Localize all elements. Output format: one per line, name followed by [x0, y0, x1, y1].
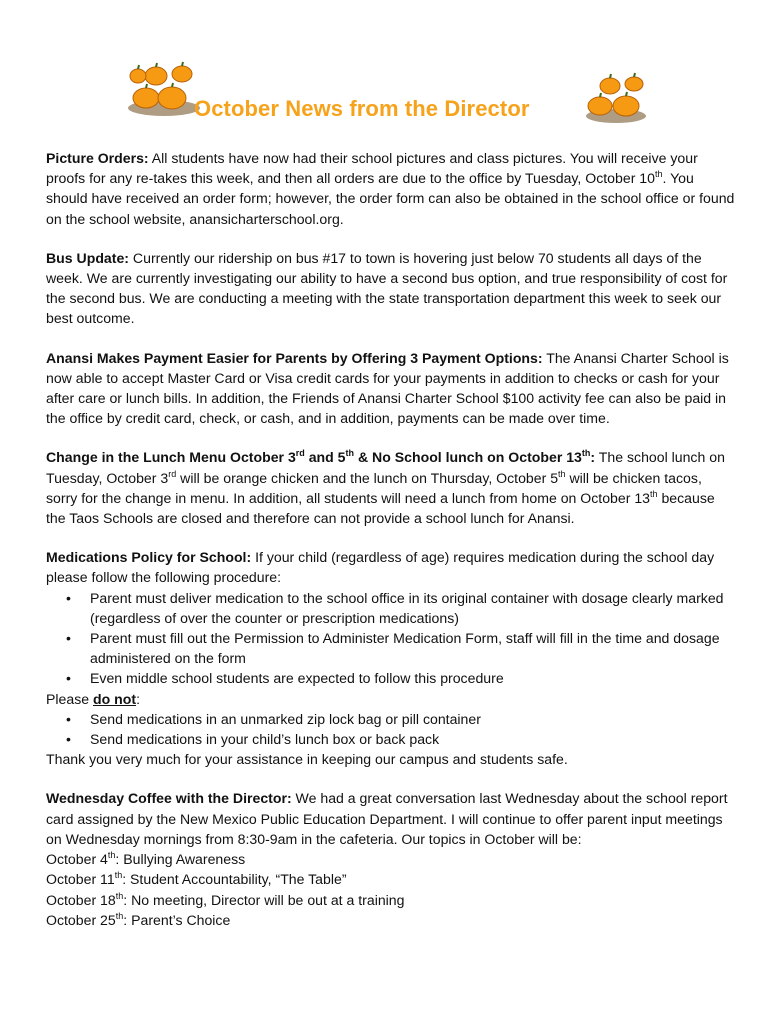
- list-item: • Parent must fill out the Permission to Administer Medication Form, staff will fill in the time and dosage administered on the form: [90, 628, 736, 668]
- topic-item: October 11th: Student Accountability, “The Table”: [46, 870, 347, 888]
- do-not-line: Please do not:: [46, 690, 140, 707]
- section-heading: Wednesday Coffee with the Director:: [46, 790, 292, 807]
- list-item: • Even middle school students are expected to follow this procedure: [90, 668, 736, 688]
- section-heading: Change in the Lunch Menu October 3rd and 5th & No School lunch on October 13th:: [46, 448, 596, 466]
- do-not-list: [46, 709, 736, 749]
- section-heading: Picture Orders:: [46, 150, 149, 166]
- section-bus-update: Bus Update: Currently our ridership on bus #17 to town is hovering just below 70 students all days of the week. We are currently investigating our ability to have a second bus option, and true responsibility of cost for the second bus. We are conducting a meeting with the state transportation department this week to seek our best outcome.: [46, 249, 728, 327]
- pumpkin-patch-icon: [582, 62, 650, 124]
- procedure-list: [46, 588, 736, 689]
- section-picture-orders: Picture Orders: All students have now had their school pictures and class pictures. You will receive your proofs for any re-takes this week, and then all orders are due to the office by Tuesday, October 10th. You should have received an order form; however, the order form can also be obtained in the school office or found on the school website, anansicharterschool.org.: [46, 150, 735, 227]
- topic-item: October 4th: Bullying Awareness: [46, 850, 246, 868]
- thanks-line: Thank you very much for your assistance in keeping our campus and students safe.: [46, 751, 568, 768]
- section-coffee: Wednesday Coffee with the Director: We had a great conversation last Wednesday about the school report card assigned by the New Mexico Public Education Department. I will continue to offer parent input meetings on Wednesday mornings from 8:30-9am in the cafeteria. Our topics in October will be: October 4th: Bullying Awareness October 11th: Student Accountability, “The Table” October 18th: No meeting, Director will be out at a training October 25th: Parent’s Choice: [46, 788, 736, 929]
- section-medications: Medications Policy for School: If your child (regardless of age) requires medication during the school day please follow the following procedure: • Parent must deliver medication to the school office in its original container with dosage clearly marked (regardless of over the counter or prescription medications) • Parent must fill out the Permission to Administer Medication Form, staff will fill in the time and dosage administered on the form • Even middle school students are expected to follow this procedure Please do not: • Send medications in an unmarked zip lock bag or pill container • Send medications in your child’s lunch box or back pack Thank you very much for your assistance in keeping our campus and students safe.: [46, 547, 736, 769]
- section-payment: Anansi Makes Payment Easier for Parents by Offering 3 Payment Options: The Anansi Charter School is now able to accept Master Card or Visa credit cards for your payments in addition to checks or cash for your after care or lunch bills. In addition, the Friends of Anansi Charter School $100 activity fee can also be paid in the office by credit card, check, or cash, and in addition, payments can be made over time.: [46, 349, 729, 427]
- page-title: October News from the Director: [194, 96, 530, 121]
- topic-item: October 25th: Parent’s Choice: [46, 910, 231, 928]
- section-heading: Bus Update:: [46, 249, 130, 266]
- section-lunch: Change in the Lunch Menu October 3rd and 5th & No School lunch on October 13th: The school lunch on Tuesday, October 3rd will be orange chicken and the lunch on Thursday, October 5th will be chicken tacos, sorry for the change in menu. In addition, all students will need a lunch from home on October 13th because the Taos Schools are closed and therefore can not provide a school lunch for Anansi.: [46, 448, 725, 527]
- list-item: • Send medications in your child’s lunch box or back pack: [90, 729, 736, 749]
- section-heading: Medications Policy for School:: [46, 549, 252, 566]
- topic-item: October 18th: No meeting, Director will be out at a training: [46, 890, 405, 908]
- list-item: • Send medications in an unmarked zip lock bag or pill container: [90, 709, 736, 729]
- list-item: • Parent must deliver medication to the school office in its original container with dosage clearly marked (regardless of over the counter or prescription medications): [90, 588, 736, 628]
- section-heading: Anansi Makes Payment Easier for Parents by Offering 3 Payment Options:: [46, 349, 543, 366]
- newsletter-body: [46, 148, 736, 930]
- pumpkin-patch-icon: [124, 46, 202, 118]
